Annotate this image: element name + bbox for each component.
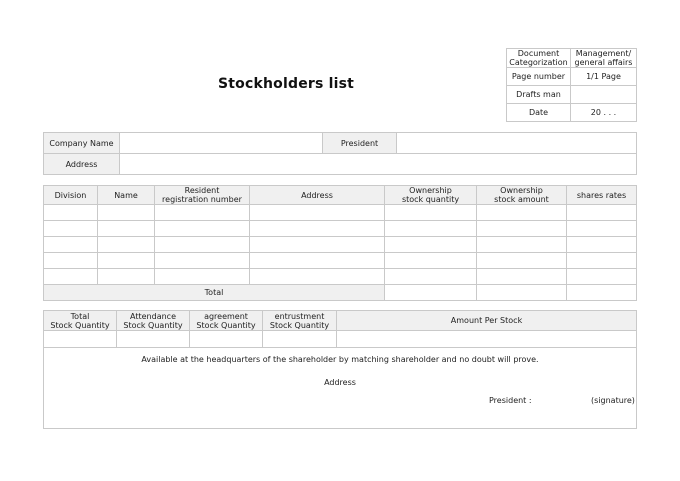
table-row bbox=[44, 221, 637, 237]
table-cell[interactable] bbox=[250, 221, 385, 237]
table-cell[interactable] bbox=[98, 205, 155, 221]
notice-address-label: Address bbox=[324, 378, 356, 387]
signature-label[interactable]: (signature) bbox=[591, 396, 635, 405]
notice-president-label: President : bbox=[489, 396, 532, 405]
table-cell[interactable] bbox=[385, 205, 477, 221]
notice-text: Available at the headquarters of the shareholder by matching shareholder and no doubt will prove. bbox=[141, 355, 539, 364]
table-cell[interactable] bbox=[44, 269, 98, 285]
table-cell[interactable] bbox=[567, 221, 637, 237]
col-division: Division bbox=[44, 186, 98, 205]
table-row bbox=[44, 237, 637, 253]
col-amount-per-stock: Amount Per Stock bbox=[337, 311, 637, 331]
table-row bbox=[44, 205, 637, 221]
table-cell[interactable] bbox=[567, 269, 637, 285]
notice-cell bbox=[44, 348, 637, 429]
table-cell[interactable] bbox=[385, 221, 477, 237]
table-cell[interactable] bbox=[155, 237, 250, 253]
drafts-man-value[interactable] bbox=[571, 86, 637, 104]
summary-header-row bbox=[44, 311, 637, 331]
total-quantity-cell[interactable] bbox=[385, 285, 477, 301]
president-field[interactable] bbox=[397, 133, 637, 154]
table-cell[interactable] bbox=[250, 253, 385, 269]
company-name-field[interactable] bbox=[120, 133, 323, 154]
table-cell[interactable] bbox=[44, 253, 98, 269]
total-rates-cell[interactable] bbox=[567, 285, 637, 301]
agreement-stock-quantity-field[interactable] bbox=[190, 331, 263, 348]
col-ownership-quantity: Ownership stock quantity bbox=[385, 186, 477, 205]
table-cell[interactable] bbox=[98, 253, 155, 269]
document-title: Stockholders list bbox=[218, 76, 355, 92]
table-cell[interactable] bbox=[385, 237, 477, 253]
table-cell[interactable] bbox=[567, 253, 637, 269]
table-cell[interactable] bbox=[44, 237, 98, 253]
col-attendance-stock-quantity: Attendance Stock Quantity bbox=[117, 311, 190, 331]
amount-per-stock-field[interactable] bbox=[337, 331, 637, 348]
page-number-value: 1/1 Page bbox=[571, 68, 637, 86]
date-value[interactable]: 20 . . . bbox=[571, 104, 637, 122]
stockholders-table bbox=[43, 185, 637, 301]
table-cell[interactable] bbox=[250, 205, 385, 221]
table-cell[interactable] bbox=[155, 269, 250, 285]
page-number-label: Page number bbox=[507, 68, 571, 86]
col-resident-number: Resident registration number bbox=[155, 186, 250, 205]
table-cell[interactable] bbox=[477, 205, 567, 221]
table-cell[interactable] bbox=[250, 269, 385, 285]
drafts-man-label: Drafts man bbox=[507, 86, 571, 104]
table-cell[interactable] bbox=[567, 237, 637, 253]
company-table bbox=[43, 132, 637, 175]
table-cell[interactable] bbox=[477, 221, 567, 237]
notice-row bbox=[44, 348, 637, 429]
table-cell[interactable] bbox=[567, 205, 637, 221]
table-cell[interactable] bbox=[98, 237, 155, 253]
date-label: Date bbox=[507, 104, 571, 122]
table-cell[interactable] bbox=[477, 237, 567, 253]
table-cell[interactable] bbox=[155, 205, 250, 221]
total-amount-cell[interactable] bbox=[477, 285, 567, 301]
attendance-stock-quantity-field[interactable] bbox=[117, 331, 190, 348]
approval-table bbox=[506, 48, 637, 122]
table-cell[interactable] bbox=[155, 221, 250, 237]
table-cell[interactable] bbox=[385, 253, 477, 269]
col-agreement-stock-quantity: agreement Stock Quantity bbox=[190, 311, 263, 331]
table-cell[interactable] bbox=[155, 253, 250, 269]
address-field[interactable] bbox=[120, 154, 637, 175]
total-label: Total bbox=[44, 285, 385, 301]
table-cell[interactable] bbox=[385, 269, 477, 285]
stockholders-header-row bbox=[44, 186, 637, 205]
col-ownership-amount: Ownership stock amount bbox=[477, 186, 567, 205]
col-shares-rates: shares rates bbox=[567, 186, 637, 205]
doc-category-value: Management/ general affairs bbox=[571, 49, 637, 68]
col-address: Address bbox=[250, 186, 385, 205]
summary-values-row bbox=[44, 331, 637, 348]
total-row bbox=[44, 285, 637, 301]
total-stock-quantity-field[interactable] bbox=[44, 331, 117, 348]
table-cell[interactable] bbox=[44, 205, 98, 221]
table-cell[interactable] bbox=[98, 269, 155, 285]
table-cell[interactable] bbox=[250, 237, 385, 253]
doc-category-label: Document Categorization bbox=[507, 49, 571, 68]
table-cell[interactable] bbox=[477, 269, 567, 285]
summary-table bbox=[43, 310, 637, 429]
table-cell[interactable] bbox=[98, 221, 155, 237]
company-name-label: Company Name bbox=[44, 133, 120, 154]
entrustment-stock-quantity-field[interactable] bbox=[263, 331, 337, 348]
table-row bbox=[44, 253, 637, 269]
col-name: Name bbox=[98, 186, 155, 205]
col-entrustment-stock-quantity: entrustment Stock Quantity bbox=[263, 311, 337, 331]
table-cell[interactable] bbox=[477, 253, 567, 269]
table-cell[interactable] bbox=[44, 221, 98, 237]
table-row bbox=[44, 269, 637, 285]
col-total-stock-quantity: Total Stock Quantity bbox=[44, 311, 117, 331]
address-label: Address bbox=[44, 154, 120, 175]
president-label: President bbox=[323, 133, 397, 154]
